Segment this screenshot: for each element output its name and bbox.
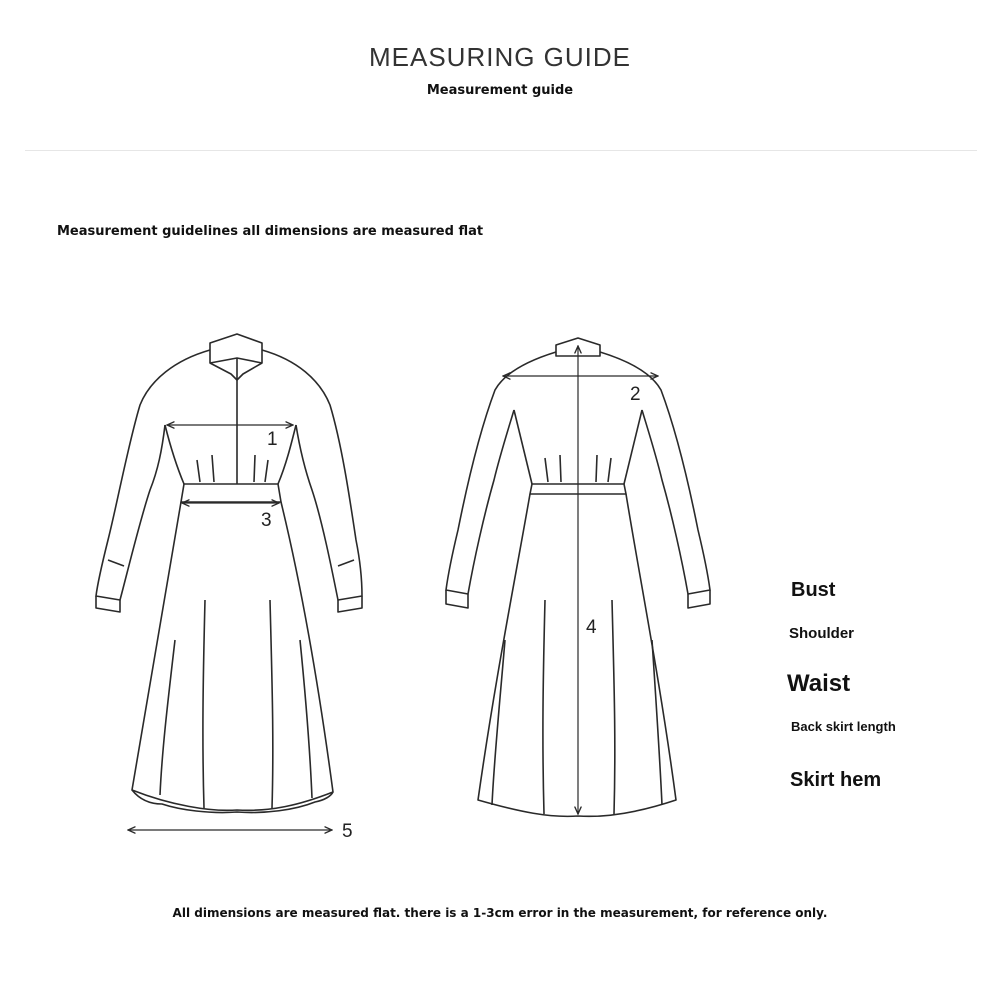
page-title: MEASURING GUIDE	[368, 42, 632, 72]
legend-waist: Waist	[787, 670, 851, 697]
legend-back-skirt-length: Back skirt length	[791, 719, 896, 734]
legend-bust: Bust	[791, 579, 836, 601]
marker-shoulder: 2	[630, 384, 641, 405]
marker-back-length: 4	[586, 617, 597, 638]
marker-bust: 1	[267, 429, 278, 450]
marker-hem: 5	[342, 821, 353, 842]
guide-note: Measurement guidelines all dimensions are measured flat	[57, 224, 484, 239]
marker-waist: 3	[261, 510, 272, 531]
measurement-lines	[128, 346, 658, 830]
legend-shoulder: Shoulder	[789, 625, 855, 642]
front-dress-illustration	[96, 334, 362, 813]
page-subtitle: Measurement guide	[426, 83, 574, 98]
legend-skirt-hem: Skirt hem	[790, 769, 882, 791]
footer-note: All dimensions are measured flat. there is a 1-3cm error in the measurement, for reference only.	[172, 906, 828, 920]
